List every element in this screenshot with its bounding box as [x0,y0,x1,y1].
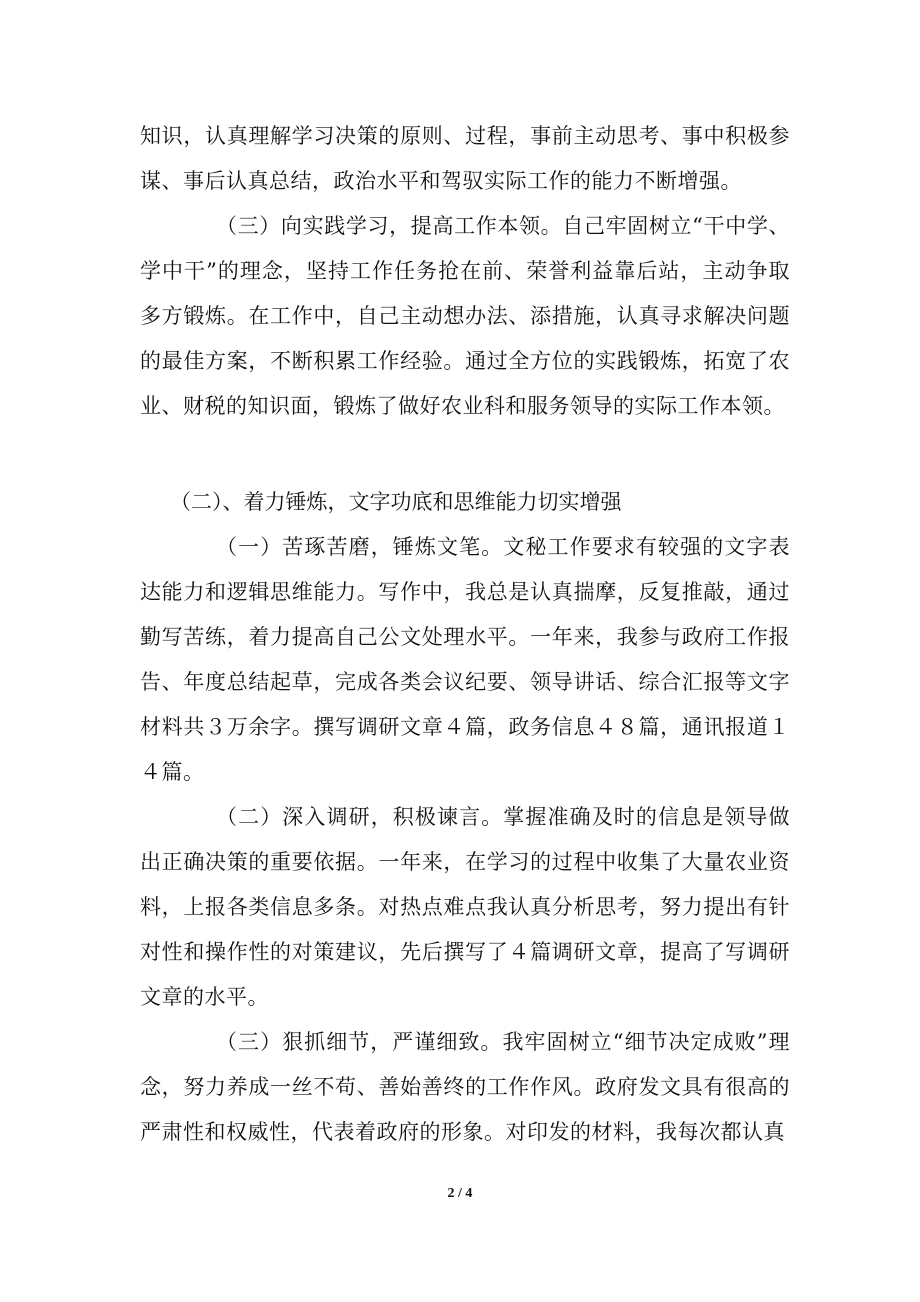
paragraph-research: （二）深入调研，积极谏言。掌握准确及时的信息是领导做出正确决策的重要依据。一年来，在学习的过程中收集了大量农业资料，上报各类信息多条。对热点难点我认真分析思考，努力提出有针对性和操作性的对策建议，先后撰写了４篇调研文章，提高了写调研文章的水平。 [140,805,790,1009]
document-body [140,114,790,1155]
paragraph-continuation: 知识，认真理解学习决策的原则、过程，事前主动思考、事中积极参谋、事后认真总结，政治水平和驾驭实际工作的能力不断增强。 [140,124,790,193]
paragraph-practice-learning: （三）向实践学习，提高工作本领。自己牢固树立“干中学、学中干”的理念，坚持工作任务抢在前、荣誉利益靠后站，主动争取多方锻炼。在工作中，自己主动想办法、添措施，认真寻求解决问题的最佳方案，不断积累工作经验。通过全方位的实践锻炼，拓宽了农业、财税的知识面，锻炼了做好农业科和服务领导的实际工作本领。 [140,214,790,418]
page-number: 2 / 4 [447,1186,473,1201]
section-heading: （二）、着力锤炼，文字功底和思维能力切实增强 [170,490,622,514]
paragraph-writing-skill: （一）苦琢苦磨，锤炼文笔。文秘工作要求有较强的文字表达能力和逻辑思维能力。写作中，我总是认真揣摩，反复推敲，通过勤写苦练，着力提高自己公文处理水平。一年来，我参与政府工作报告、年度总结起草，完成各类会议纪要、领导讲话、综合汇报等文字材料共３万余字。撰写调研文章４篇，政务信息４８篇，通讯报道１４篇。 [140,535,790,784]
paragraph-details: （三）狠抓细节，严谨细致。我牢固树立“细节决定成败”理念，努力养成一丝不苟、善始善终的工作作风。政府发文具有很高的严肃性和权威性，代表着政府的形象。对印发的材料，我每次都认真 [140,1030,790,1144]
